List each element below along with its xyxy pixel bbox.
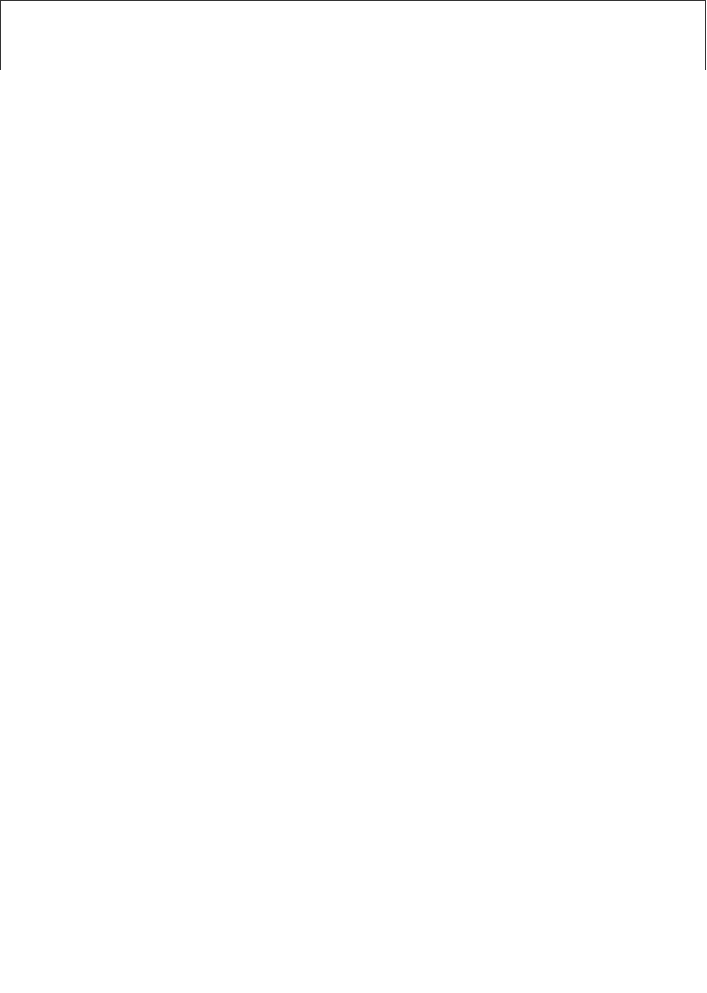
pedigree-header — [0, 0, 706, 70]
